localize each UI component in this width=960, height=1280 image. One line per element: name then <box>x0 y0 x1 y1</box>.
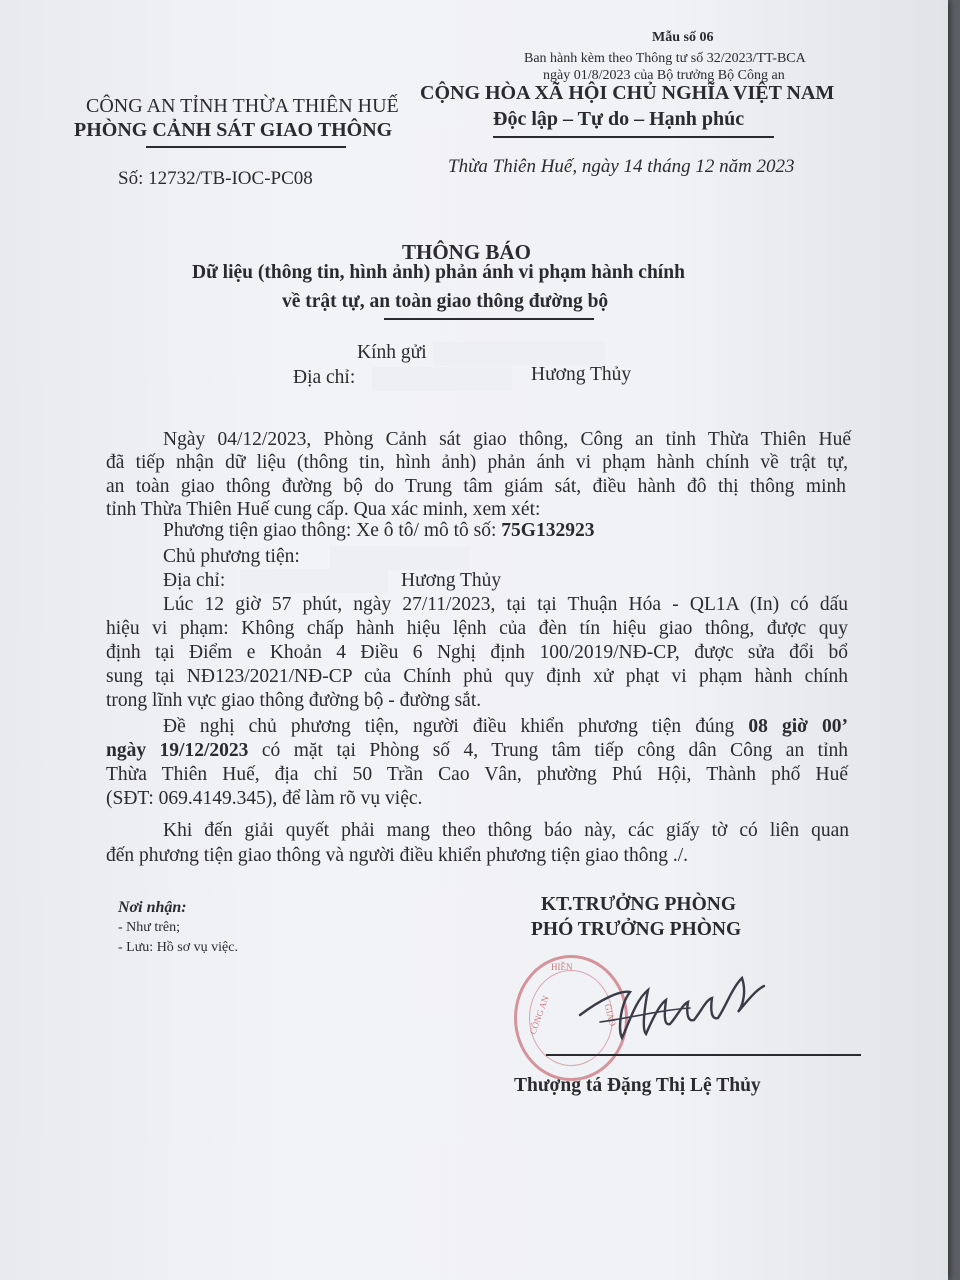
owner-address-label: Địa chỉ: <box>163 570 226 591</box>
title-underline <box>384 318 594 320</box>
signature-graphic <box>570 960 790 1050</box>
motto-underline <box>493 136 774 138</box>
address-value: Hương Thủy <box>531 364 632 385</box>
owner-address-value: Hương Thủy <box>401 570 502 591</box>
document-title: THÔNG BÁO <box>402 240 531 264</box>
p3-line2-text: có mặt tại Phòng số 4, Trung tâm tiếp công dân Công an tỉnh <box>248 740 848 761</box>
body-p2-line5: trong lĩnh vực giao thông đường bộ - đường sắt. <box>106 690 482 711</box>
form-number: Mẫu số 06 <box>652 30 714 45</box>
appointment-time: 08 giờ 00’ <box>748 716 848 737</box>
body-p4-line2: đến phương tiện giao thông và người điều khiển phương tiện giao thông ./. <box>106 845 689 866</box>
recipients-title: Nơi nhận: <box>118 899 187 916</box>
motto: Độc lập – Tự do – Hạnh phúc <box>493 108 745 130</box>
recipient-item-1: - Như trên; <box>118 920 181 935</box>
body-p3-line1 <box>163 714 848 740</box>
body-p3-line3: Thừa Thiên Huế, địa chỉ 50 Trần Cao Vân, phường Phú Hội, Thành phố Huế <box>106 764 848 785</box>
signer-name: Thượng tá Đặng Thị Lệ Thủy <box>514 1075 761 1096</box>
body-p2-line2: hiệu vi phạm: Không chấp hành hiệu lệnh của đèn tín hiệu giao thông, được quy <box>106 618 848 639</box>
redacted-owner-address <box>240 569 388 593</box>
body-p1-line2: đã tiếp nhận dữ liệu (thông tin, hình ảnh) phản ánh vi phạm hành chính về trật tự, <box>106 452 848 473</box>
stamp-text-right: GIAO <box>602 1002 618 1028</box>
redacted-recipient-address <box>372 367 512 391</box>
body-p3-line2 <box>106 738 848 764</box>
owner-label: Chủ phương tiện: <box>163 546 300 567</box>
p3-line1-text: Đề nghị chủ phương tiện, người điều khiển phương tiện đúng <box>163 716 749 737</box>
document-subtitle-line2: về trật tự, an toàn giao thông đường bộ <box>282 291 609 312</box>
body-p1-line1: Ngày 04/12/2023, Phòng Cảnh sát giao thông, Công an tỉnh Thừa Thiên Huế <box>163 429 851 450</box>
appointment-date: ngày 19/12/2023 <box>106 740 249 761</box>
document-subtitle-line1: Dữ liệu (thông tin, hình ảnh) phản ánh vi phạm hành chính <box>192 262 685 283</box>
vehicle-label: Phương tiện giao thông: Xe ô tô/ mô tô số: <box>163 520 502 541</box>
body-p3-line4: (SĐT: 069.4149.345), để làm rõ vụ việc. <box>106 788 423 809</box>
body-p2-line1: Lúc 12 giờ 57 phút, ngày 27/11/2023, tại tại Thuận Hóa - QL1A (In) có dấu <box>163 594 848 615</box>
stamp-text-top: HIỀN <box>551 962 573 972</box>
form-issued-line2: ngày 01/8/2023 của Bộ trưởng Bộ Công an <box>543 68 785 83</box>
form-issued-line1: Ban hành kèm theo Thông tư số 32/2023/TT-BCA <box>524 51 806 66</box>
body-p1-line3: an toàn giao thông đường bộ do Trung tâm giám sát, điều hành đô thị thông minh <box>106 476 846 497</box>
body-p4-line1: Khi đến giải quyết phải mang theo thông báo này, các giấy tờ có liên quan <box>163 820 849 841</box>
redacted-recipient-name <box>433 342 605 366</box>
agency-underline <box>146 146 346 148</box>
body-p1-line4: tỉnh Thừa Thiên Huế cung cấp. Qua xác minh, xem xét: <box>106 499 541 520</box>
recipient-item-2: - Lưu: Hồ sơ vụ việc. <box>118 940 238 955</box>
redacted-owner-name <box>330 546 470 570</box>
vehicle-plate: 75G132923 <box>501 520 595 541</box>
address-label: Địa chỉ: <box>293 367 356 388</box>
vehicle-line <box>163 518 594 544</box>
country-name: CỘNG HÒA XÃ HỘI CHỦ NGHĨA VIỆT NAM <box>420 82 835 104</box>
signature-line <box>546 1054 861 1056</box>
stamp-text-left: CÔNG AN <box>527 994 551 1036</box>
agency-parent: CÔNG AN TỈNH THỪA THIÊN HUẾ <box>86 95 399 117</box>
document-number: Số: 12732/TB-IOC-PC08 <box>118 168 313 189</box>
body-p2-line3: định tại Điểm e Khoản 4 Điều 6 Nghị định 100/2019/NĐ-CP, được sửa đổi bổ <box>106 642 848 663</box>
agency-name: PHÒNG CẢNH SÁT GIAO THÔNG <box>74 119 393 141</box>
place-date: Thừa Thiên Huế, ngày 14 tháng 12 năm 2023 <box>448 156 795 177</box>
body-p2-line4: sung tại NĐ123/2021/NĐ-CP của Chính phủ quy định xử phạt vi phạm hành chính <box>106 666 848 687</box>
sign-title-1: KT.TRƯỞNG PHÒNG <box>541 894 736 915</box>
sign-title-2: PHÓ TRƯỞNG PHÒNG <box>531 919 742 940</box>
greeting-label: Kính gửi <box>357 342 427 363</box>
